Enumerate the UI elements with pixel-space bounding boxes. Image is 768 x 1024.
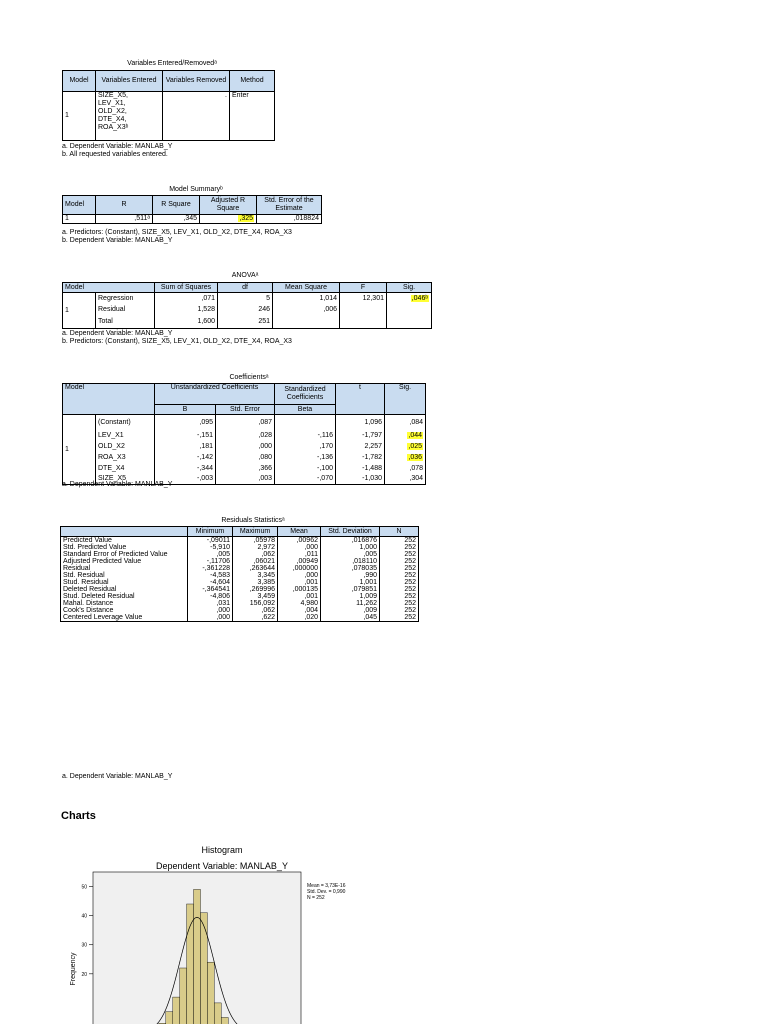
header-sig: Sig.: [385, 384, 426, 415]
legend-n: N = 252: [307, 895, 325, 901]
residuals-cell: ,001: [278, 579, 321, 586]
coef-cell: [385, 452, 426, 463]
residuals-cell: ,020: [278, 614, 321, 622]
residuals-cell: 252: [380, 565, 419, 572]
residuals-cell: ,263644: [233, 565, 278, 572]
anova-caption: ANOVAᵃ: [231, 272, 259, 279]
table-row: [61, 565, 419, 572]
residuals-cell: -,364541: [188, 586, 233, 593]
coef-sig-highlight: ,025: [408, 442, 422, 450]
residuals-cell: 252: [380, 600, 419, 607]
residuals-cell: ,001: [278, 593, 321, 600]
summary-adj-r-square: [200, 215, 257, 224]
residuals-table-wrap: [60, 526, 419, 622]
residuals-cell: ,018110: [321, 558, 380, 565]
table-row: [61, 558, 419, 565]
histogram-bar: [166, 1012, 173, 1024]
residuals-cell: 4,980: [278, 600, 321, 607]
anova-cell: 251: [218, 315, 273, 329]
summary-std-error: ,018824: [257, 215, 322, 224]
coef-cell: ,028: [216, 430, 275, 441]
residuals-row-label: Deleted Residual: [61, 586, 188, 593]
header-t: t: [336, 384, 385, 415]
anova-cell: 1,014: [273, 293, 340, 305]
summary-model: 1: [63, 215, 96, 224]
coef-cell: -1,797: [336, 430, 385, 441]
anova-cell: [340, 304, 387, 315]
header-r-square: R Square: [153, 196, 200, 215]
coef-label: SIZE_X5: [96, 474, 155, 485]
anova-cell: 12,301: [340, 293, 387, 305]
header-beta: Beta: [275, 405, 336, 415]
coef-cell: -,003: [155, 474, 216, 485]
summary-r: ,511ᵃ: [96, 215, 153, 224]
table-row: [61, 544, 419, 551]
method-value: Enter: [230, 92, 275, 141]
residuals-cell: 1,000: [321, 544, 380, 551]
residuals-row-label: Mahal. Distance: [61, 600, 188, 607]
table-row: [61, 551, 419, 558]
coef-cell: ,095: [155, 415, 216, 431]
header-removed: Variables Removed: [163, 71, 230, 92]
coef-cell: -,116: [275, 430, 336, 441]
coefficients-caption: Coefficientsᵃ: [229, 374, 269, 381]
histogram-bar: [200, 913, 207, 1024]
anova-cell: 246: [218, 304, 273, 315]
y-tick-label: 30: [81, 942, 87, 949]
residuals-row-label: Predicted Value: [61, 537, 188, 545]
residuals-header: Mean: [278, 527, 321, 537]
residuals-cell: ,062: [233, 607, 278, 614]
residuals-cell: -,361228: [188, 565, 233, 572]
header-std-error: Std. Error of the Estimate: [257, 196, 322, 215]
residuals-cell: ,990: [321, 572, 380, 579]
header-df: df: [218, 283, 273, 293]
anova-note-b: b. Predictors: (Constant), SIZE_X5, LEV_X1, OLD_X2, DTE_X4, ROA_X3: [62, 338, 292, 345]
residuals-header: Minimum: [188, 527, 233, 537]
residuals-cell: ,622: [233, 614, 278, 622]
residuals-cell: -,11706: [188, 558, 233, 565]
anova-cell: [387, 304, 432, 315]
coef-cell: ,000: [216, 441, 275, 452]
residuals-cell: 252: [380, 551, 419, 558]
entered-var: DTE_X4,: [98, 116, 127, 123]
residuals-cell: 252: [380, 593, 419, 600]
residuals-header: Std. Deviation: [321, 527, 380, 537]
residuals-cell: 252: [380, 537, 419, 545]
residuals-row-label: Std. Predicted Value: [61, 544, 188, 551]
residuals-row-label: Stud. Residual: [61, 579, 188, 586]
header-ss: Sum of Squares: [155, 283, 218, 293]
histogram-bar: [173, 997, 180, 1024]
coef-label: ROA_X3: [96, 452, 155, 463]
table-row: [61, 600, 419, 607]
removed-value: .: [163, 92, 230, 141]
chart-subtitle: Dependent Variable: MANLAB_Y: [156, 861, 288, 871]
residuals-cell: 3,345: [233, 572, 278, 579]
anova-cell: [273, 315, 340, 329]
residuals-cell: ,078035: [321, 565, 380, 572]
residuals-caption: Residuals Statisticsᵃ: [221, 517, 285, 524]
residuals-row-label: Centered Leverage Value: [61, 614, 188, 622]
residuals-cell: ,269996: [233, 586, 278, 593]
residuals-cell: 11,262: [321, 600, 380, 607]
residuals-cell: 252: [380, 544, 419, 551]
variables-note-b: b. All requested variables entered.: [62, 151, 168, 158]
residuals-cell: 156,092: [233, 600, 278, 607]
y-ticks: [81, 885, 93, 978]
y-tick-label: 40: [81, 913, 87, 920]
header-model: Model: [63, 71, 96, 92]
coef-label: DTE_X4: [96, 463, 155, 474]
coef-cell: ,003: [216, 474, 275, 485]
summary-note-a: a. Predictors: (Constant), SIZE_X5, LEV_X1, OLD_X2, DTE_X4, ROA_X3: [62, 229, 292, 236]
anova-cell: ,071: [155, 293, 218, 305]
header-model: Model: [63, 196, 96, 215]
coefficients-note-a: a. Dependent Variable: MANLAB_Y: [62, 481, 173, 488]
header-method: Method: [230, 71, 275, 92]
coef-cell: -1,782: [336, 452, 385, 463]
anova-cell: 5: [218, 293, 273, 305]
entered-var: LEV_X1,: [98, 100, 126, 107]
coef-cell: ,078: [385, 463, 426, 474]
y-axis-label: Frequency: [70, 952, 77, 986]
residuals-cell: -4,604: [188, 579, 233, 586]
residuals-table: [60, 526, 419, 622]
anova-cell: [387, 315, 432, 329]
header-entered: Variables Entered: [96, 71, 163, 92]
table-row: [61, 586, 419, 593]
residuals-cell: -4,583: [188, 572, 233, 579]
table-row: [61, 593, 419, 600]
anova-cell: [340, 315, 387, 329]
variables-table: [62, 70, 275, 141]
coef-cell: 2,257: [336, 441, 385, 452]
residuals-cell: -5,910: [188, 544, 233, 551]
residuals-cell: ,005: [188, 551, 233, 558]
residuals-cell: 252: [380, 558, 419, 565]
coef-cell: ,084: [385, 415, 426, 431]
coef-sig-highlight: ,036: [408, 453, 422, 461]
summary-table: [62, 195, 322, 224]
histogram-chart: [0, 834, 768, 1024]
histogram-bar: [180, 968, 187, 1024]
header-unstd: Unstandardized Coefficients: [155, 384, 275, 405]
variables-note-a: a. Dependent Variable: MANLAB_Y: [62, 143, 173, 150]
legend-std: Std. Dev. = 0,990: [307, 889, 346, 895]
anova-cell: 1,600: [155, 315, 218, 329]
header-adj-r-square: Adjusted R Square: [200, 196, 257, 215]
residuals-cell: ,05978: [233, 537, 278, 545]
histogram-bar: [194, 889, 201, 1024]
residuals-header: N: [380, 527, 419, 537]
anova-cell: 1,528: [155, 304, 218, 315]
table-row: [61, 579, 419, 586]
residuals-cell: ,005: [321, 551, 380, 558]
residuals-cell: ,045: [321, 614, 380, 622]
histogram-bar: [207, 962, 214, 1024]
residuals-cell: 1,009: [321, 593, 380, 600]
entered-list: [96, 92, 163, 141]
y-tick-label: 20: [81, 971, 87, 978]
coef-sig-highlight: ,044: [408, 431, 422, 439]
table-row: [61, 614, 419, 622]
residuals-header: [61, 527, 188, 537]
coefficients-table-wrap: [62, 383, 426, 485]
residuals-cell: ,000135: [278, 586, 321, 593]
header-f: F: [340, 283, 387, 293]
coef-cell: -,070: [275, 474, 336, 485]
residuals-cell: 3,459: [233, 593, 278, 600]
entered-var: SIZE_X5,: [98, 92, 128, 99]
coef-cell: ,170: [275, 441, 336, 452]
residuals-cell: ,062: [233, 551, 278, 558]
coef-label: LEV_X1: [96, 430, 155, 441]
residuals-row-label: Residual: [61, 565, 188, 572]
coef-cell: -,344: [155, 463, 216, 474]
summary-adj-r-square-value: ,325: [239, 215, 253, 222]
histogram-bar: [187, 904, 194, 1024]
residuals-row-label: Adjusted Predicted Value: [61, 558, 188, 565]
residuals-cell: 3,385: [233, 579, 278, 586]
residuals-cell: 252: [380, 586, 419, 593]
coef-cell: [385, 430, 426, 441]
residuals-row-label: Cook's Distance: [61, 607, 188, 614]
coef-cell: ,080: [216, 452, 275, 463]
table-row: [61, 607, 419, 614]
residuals-cell: 252: [380, 572, 419, 579]
entered-var: ROA_X3ᵇ: [98, 124, 129, 131]
header-ms: Mean Square: [273, 283, 340, 293]
residuals-cell: ,079851: [321, 586, 380, 593]
residuals-cell: 252: [380, 614, 419, 622]
coef-label: OLD_X2: [96, 441, 155, 452]
summary-table-wrap: [62, 195, 322, 224]
coef-cell: [385, 441, 426, 452]
table-row: [61, 537, 419, 545]
coef-cell: ,087: [216, 415, 275, 431]
summary-r-square: ,345: [153, 215, 200, 224]
coef-cell: ,181: [155, 441, 216, 452]
header-model: Model: [63, 384, 155, 415]
residuals-cell: ,000: [278, 572, 321, 579]
coef-cell: -1,488: [336, 463, 385, 474]
residuals-cell: 1,001: [321, 579, 380, 586]
summary-note-b: b. Dependent Variable: MANLAB_Y: [62, 237, 173, 244]
coef-cell: [275, 415, 336, 431]
header-sig: Sig.: [387, 283, 432, 293]
coef-cell: -,142: [155, 452, 216, 463]
coef-cell: ,304: [385, 474, 426, 485]
histogram-bar: [221, 1017, 228, 1024]
histogram-bar: [214, 1003, 221, 1024]
table-row: [61, 572, 419, 579]
coef-label: (Constant): [96, 415, 155, 431]
anova-sig-value: ,046ᵇ: [411, 294, 428, 302]
residuals-cell: ,016876: [321, 537, 380, 545]
coef-cell: -,136: [275, 452, 336, 463]
header-std: Standardized Coefficients: [275, 384, 336, 405]
residuals-cell: ,004: [278, 607, 321, 614]
header-r: R: [96, 196, 153, 215]
anova-cell: ,006: [273, 304, 340, 315]
anova-cell: [387, 293, 432, 305]
anova-table-wrap: [62, 282, 432, 329]
residuals-cell: 252: [380, 579, 419, 586]
residuals-cell: ,031: [188, 600, 233, 607]
entered-var: OLD_X2,: [98, 108, 127, 115]
model-number: 1: [63, 92, 96, 141]
residuals-cell: ,011: [278, 551, 321, 558]
residuals-cell: ,00949: [278, 558, 321, 565]
anova-note-a: a. Dependent Variable: MANLAB_Y: [62, 330, 173, 337]
chart-title: Histogram: [201, 845, 243, 855]
residuals-cell: ,000: [188, 614, 233, 622]
anova-row-label: Residual: [96, 304, 155, 315]
anova-row-label: Regression: [96, 293, 155, 305]
anova-table: [62, 282, 432, 329]
header-model: Model: [63, 283, 155, 293]
residuals-cell: ,000000: [278, 565, 321, 572]
charts-heading: Charts: [61, 810, 96, 822]
variables-caption: Variables Entered/Removedᵃ: [127, 60, 217, 67]
residuals-header: Maximum: [233, 527, 278, 537]
header-se: Std. Error: [216, 405, 275, 415]
residuals-note-a: a. Dependent Variable: MANLAB_Y: [62, 773, 173, 780]
residuals-cell: 252: [380, 607, 419, 614]
residuals-row-label: Std. Residual: [61, 572, 188, 579]
residuals-cell: ,009: [321, 607, 380, 614]
legend-mean: Mean = 3,73E-16: [307, 883, 346, 889]
residuals-cell: ,000: [278, 544, 321, 551]
residuals-cell: -4,806: [188, 593, 233, 600]
residuals-row-label: Stud. Deleted Residual: [61, 593, 188, 600]
variables-table-wrap: [62, 70, 275, 141]
coefficients-table: [62, 383, 426, 485]
residuals-row-label: Standard Error of Predicted Value: [61, 551, 188, 558]
residuals-cell: 2,972: [233, 544, 278, 551]
residuals-cell: ,000: [188, 607, 233, 614]
coef-cell: -,151: [155, 430, 216, 441]
summary-caption: Model Summaryᵇ: [169, 186, 223, 193]
coef-cell: 1,096: [336, 415, 385, 431]
y-tick-label: 50: [81, 884, 87, 891]
coef-cell: ,366: [216, 463, 275, 474]
header-b: B: [155, 405, 216, 415]
residuals-cell: ,06021: [233, 558, 278, 565]
coef-model: 1: [63, 415, 96, 485]
anova-row-label: Total: [96, 315, 155, 329]
coef-cell: -1,030: [336, 474, 385, 485]
coef-cell: -,100: [275, 463, 336, 474]
residuals-cell: -,09011: [188, 537, 233, 545]
residuals-cell: ,00962: [278, 537, 321, 545]
anova-model: 1: [63, 293, 96, 329]
